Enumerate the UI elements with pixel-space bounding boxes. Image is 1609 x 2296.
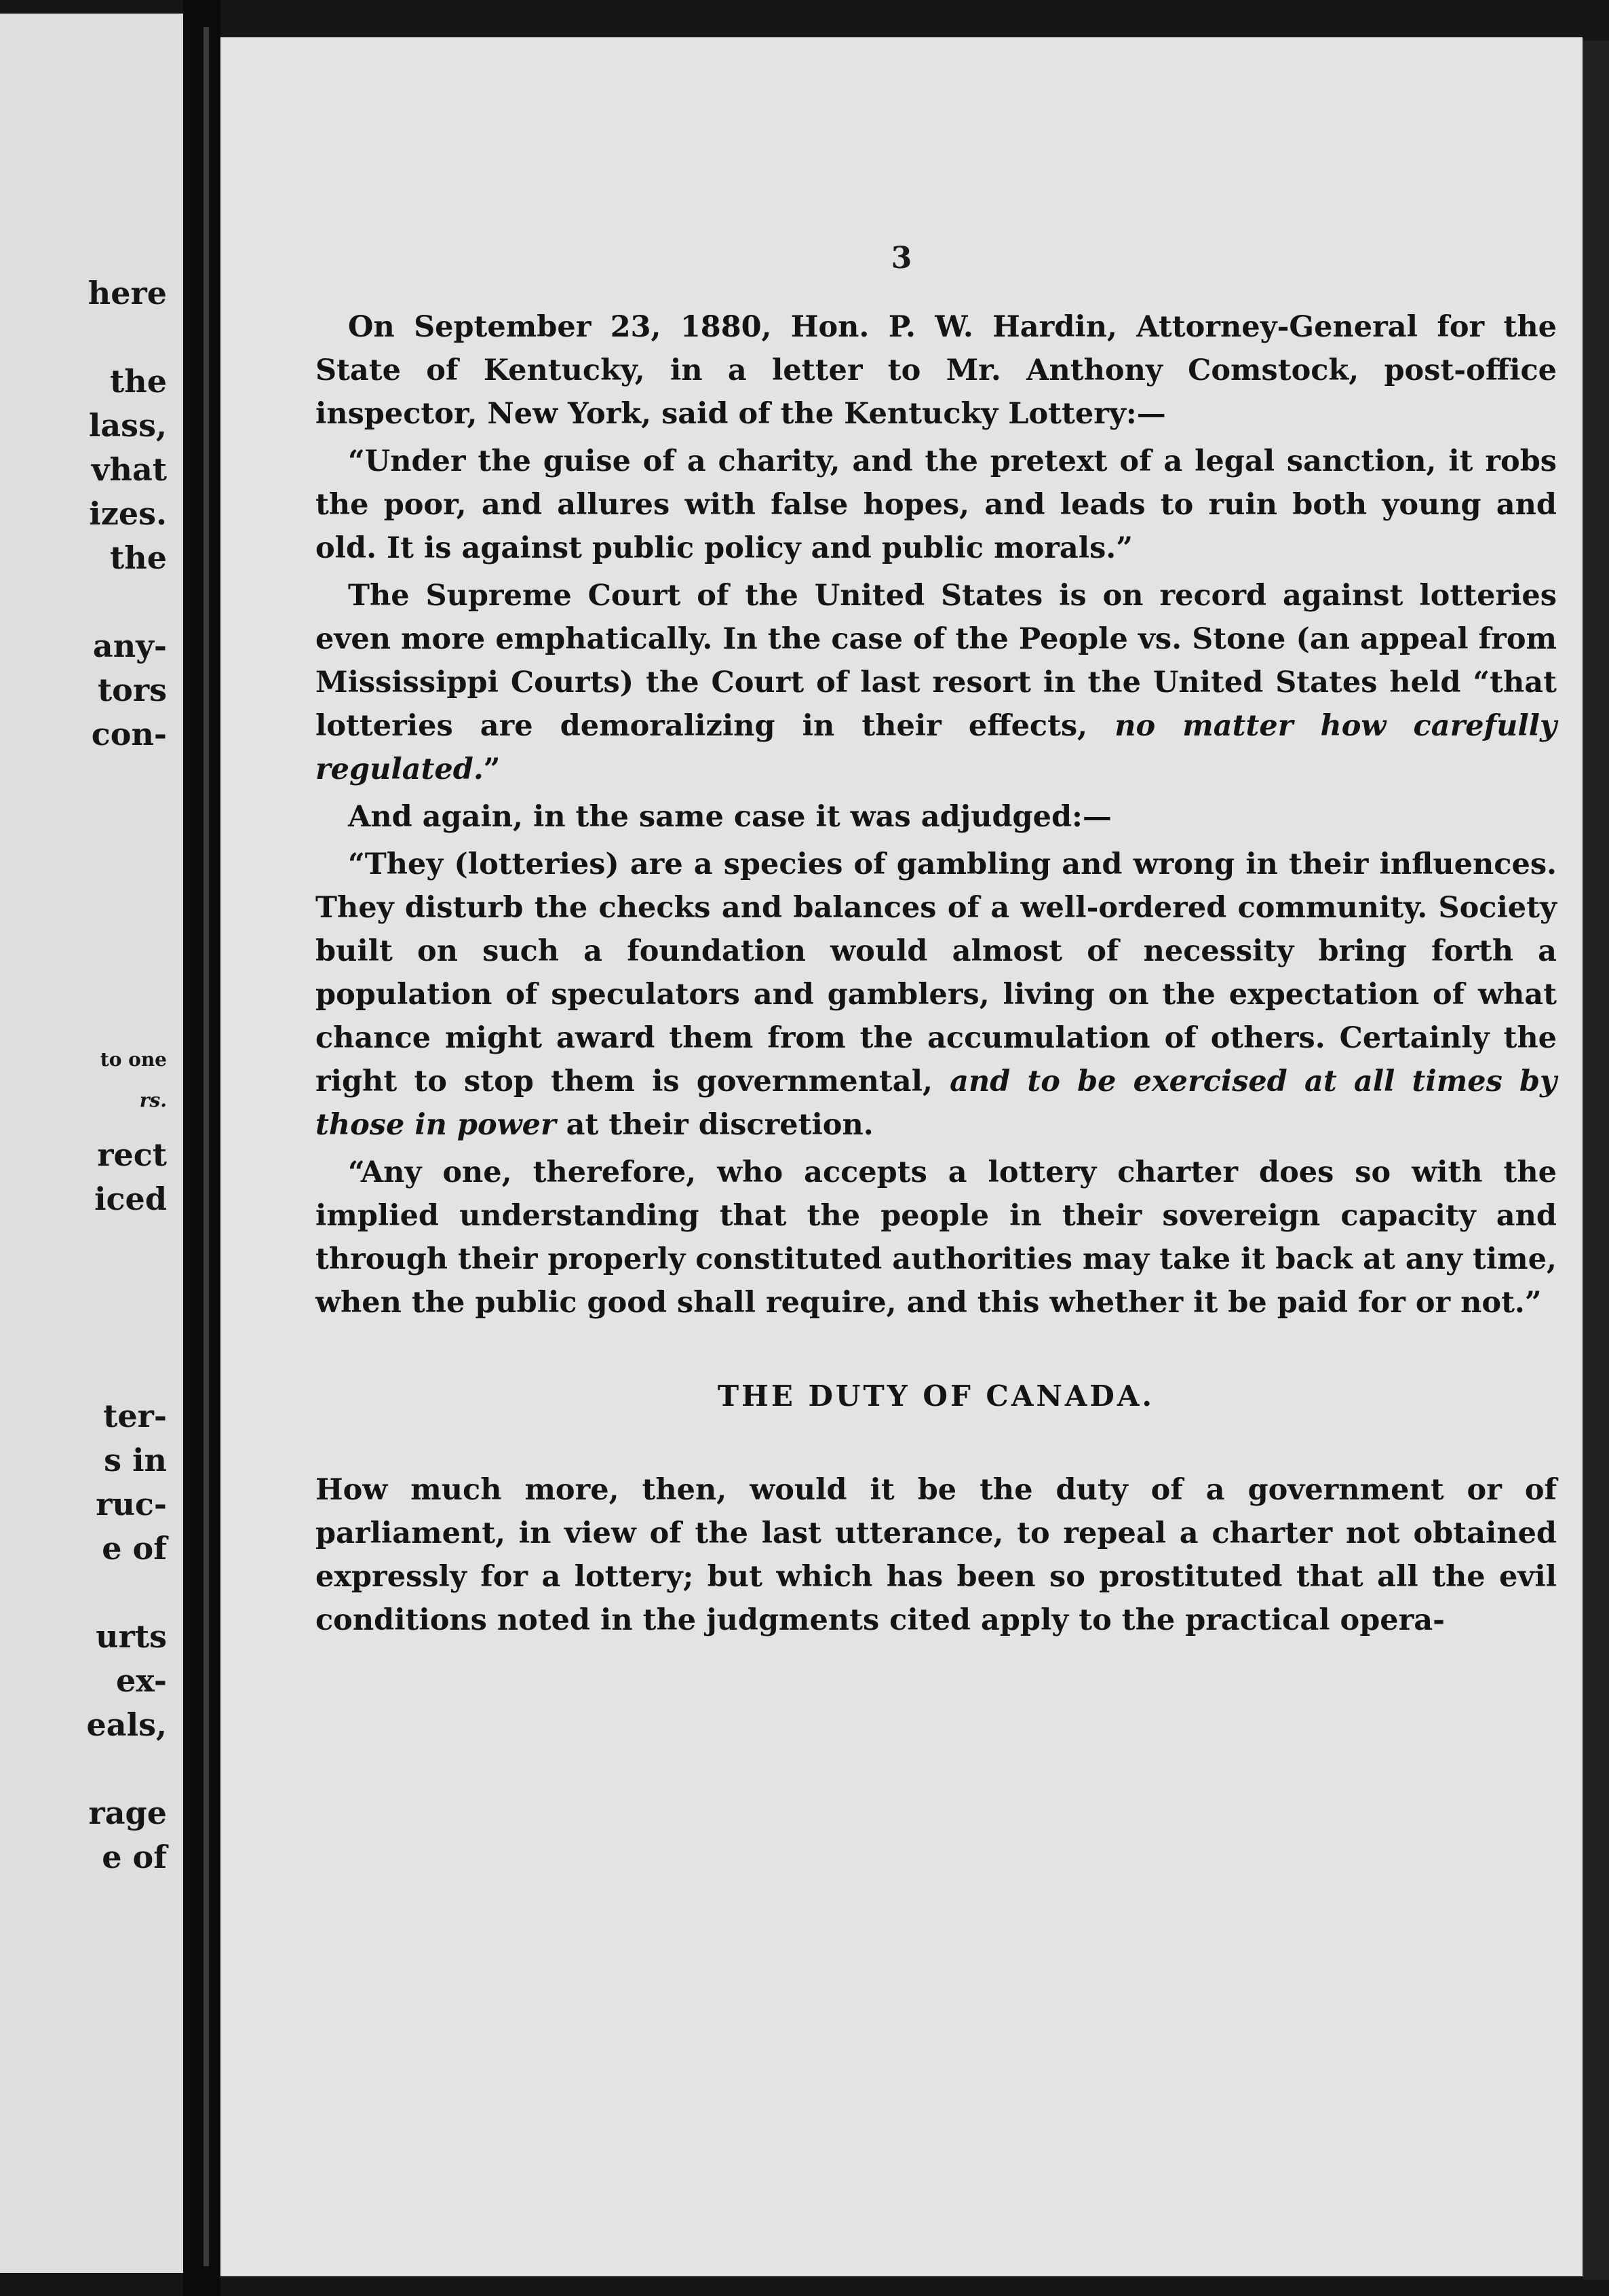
emphasis-text: and to be exercised at all times by those in power xyxy=(315,1065,1557,1142)
emphasis-text: no matter how carefully regulated. xyxy=(315,709,1557,786)
left-line: ex- xyxy=(116,1662,167,1699)
left-line: ter- xyxy=(103,1398,167,1434)
left-line: rage xyxy=(88,1795,167,1831)
left-line: s in xyxy=(104,1442,167,1478)
left-line: lass, xyxy=(88,407,167,444)
left-line: eals, xyxy=(86,1706,167,1743)
left-line: ruc- xyxy=(96,1486,167,1523)
book-gutter xyxy=(183,0,220,2296)
quotation-paragraph xyxy=(315,843,1557,1147)
paragraph: And again, in the same case it was adjudged:— xyxy=(348,800,1112,834)
left-line: rect xyxy=(97,1136,167,1173)
left-line: to one xyxy=(100,1048,167,1071)
left-line: any- xyxy=(92,628,167,664)
paragraph-text: ” xyxy=(483,752,501,786)
left-line: vhat xyxy=(91,451,167,488)
page-right-edge xyxy=(1583,41,1609,2280)
gutter-edge xyxy=(203,27,209,2266)
left-line: izes. xyxy=(89,495,167,532)
previous-page-fragment xyxy=(0,14,183,2273)
left-line: e of xyxy=(102,1530,167,1567)
main-page xyxy=(220,37,1583,2276)
left-line: the xyxy=(110,363,167,400)
paragraph-text: at their discretion. xyxy=(556,1108,874,1142)
body-text xyxy=(315,305,1557,1646)
left-line: the xyxy=(110,539,167,576)
left-line: urts xyxy=(96,1618,167,1655)
paragraph-text: The Supreme Court of the United States is on record against lotteries even more emphatically. In the case of the People vs. Stone (an appeal from Mississippi Courts) the Court of last resort in the United States held “that lotteries are demoralizing in their effects, xyxy=(315,579,1557,743)
section-heading: THE DUTY OF CANADA. xyxy=(717,1379,1155,1413)
left-line: con- xyxy=(91,716,167,752)
quotation-paragraph: “Any one, therefore, who accepts a lottery charter does so with the implied understanding that the people in their sovereign capacity and through their properly constituted authorities may take it back at any time, when the public good shall require, and this whether it be paid for or not.” xyxy=(315,1155,1557,1320)
quotation-paragraph: “Under the guise of a charity, and the pretext of a legal sanction, it robs the poor, and allures with false hopes, and leads to ruin both young and old. It is against public policy and public morals.” xyxy=(315,444,1557,565)
left-line: tors xyxy=(97,672,167,708)
left-line: e of xyxy=(102,1839,167,1875)
left-line: here xyxy=(88,275,167,311)
left-line: iced xyxy=(94,1181,167,1217)
paragraph: On September 23, 1880, Hon. P. W. Hardin, Attorney-General for the State of Kentucky, in a letter to Mr. Anthony Comstock, post-office inspector, New York, said of the Kentucky Lottery:— xyxy=(315,310,1557,431)
paragraph-text: “They (lotteries) are a species of gambling and wrong in their influences. They disturb the checks and balances of a well-ordered community. Society built on such a foundation would almost of necessity bring forth a population of speculators and gamblers, living on the expectation of what chance might award them from the accumulation of others. Certainly the right to stop them is governmental, xyxy=(315,847,1557,1098)
left-line: rs. xyxy=(139,1089,167,1111)
page-number: 3 xyxy=(891,241,912,275)
paragraph: How much more, then, would it be the duty of a government or of parliament, in view of the last utterance, to repeal a charter not obtained expressly for a lottery; but which has been so prostituted that all the evil conditions noted in the judgments cited apply to the practical opera- xyxy=(315,1473,1557,1637)
paragraph xyxy=(315,574,1557,791)
